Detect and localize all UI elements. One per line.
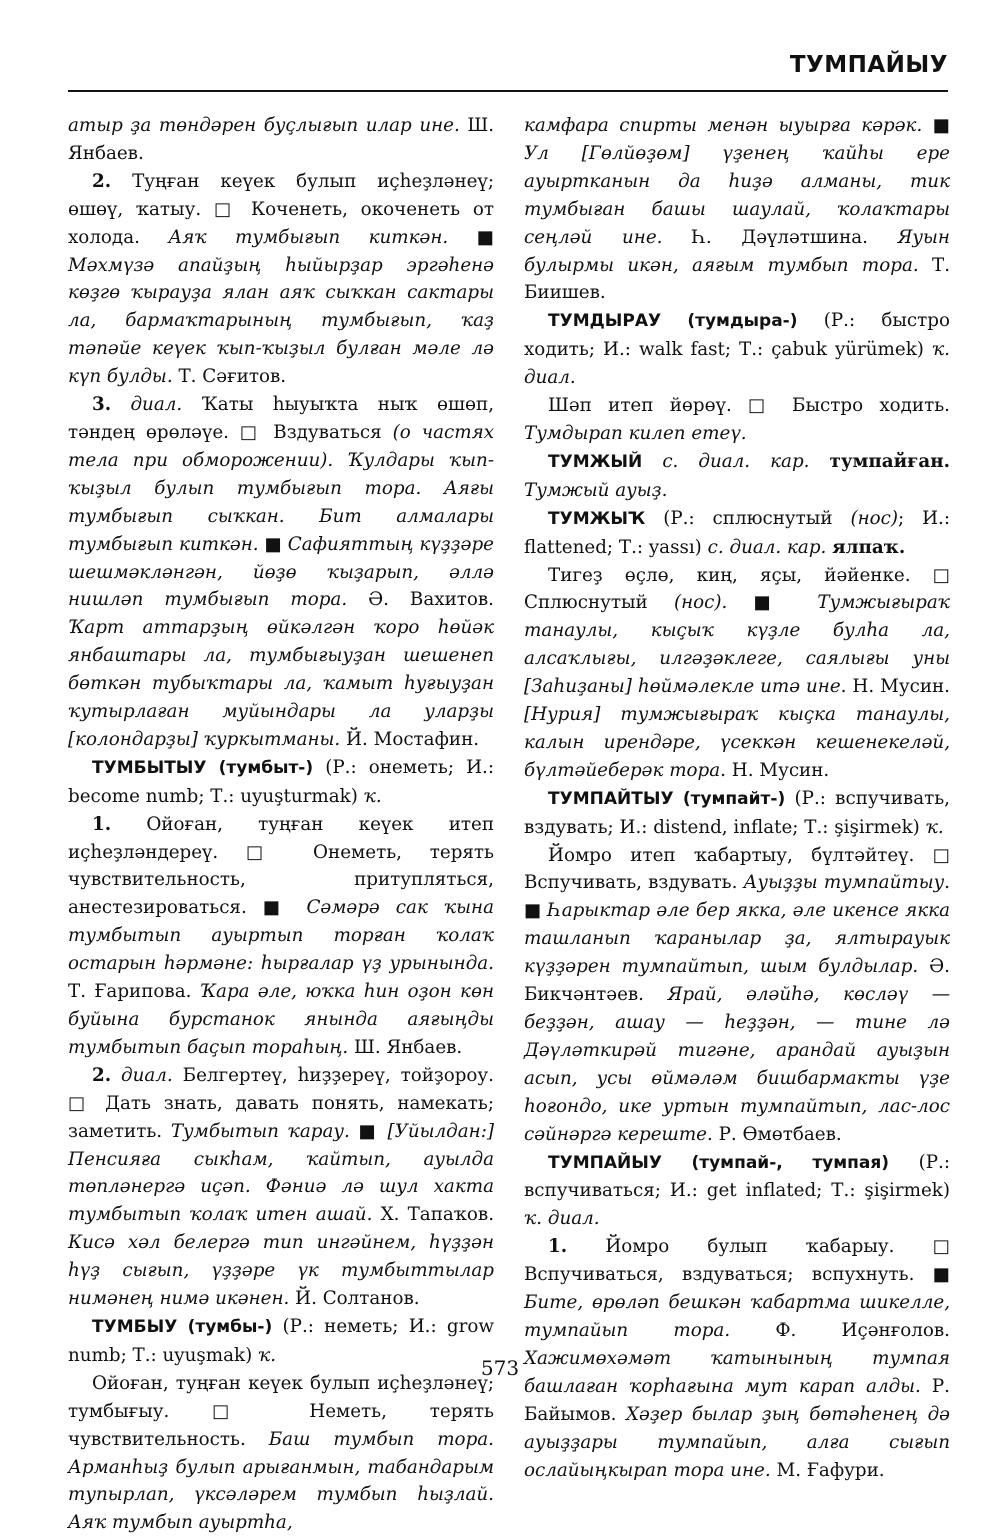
headword-entry: ТУМЖЫЙ с. диал. кар. тумпайған. Тумжый ауыҙ. [524, 450, 950, 501]
entry-paragraph: Шәп итеп йөрөү. □ Быстро ходить. Тумдырап килеп етеү. [524, 395, 950, 444]
running-head-title: ТУМПАЙЫУ [789, 52, 948, 78]
entry-paragraph: 1. Йомро булып ҡабарыу. □ Вспучиваться, вздуваться; вспухнуть. ■ Бите, өрөләп бешкән ҡабартма шикелле, тумпайып тора. Ф. Иҫәнғолов. Хажимөхәмәт ҡатынының тумпая башлаған ҡорһағына мут карап алды. Р. Байымов. Хәҙер былар ҙың бөтәһенең дә ауыҙҙары тумпайып, алға сығып ослайыңкырап тора ине. М. Ғафури. [524, 1236, 950, 1481]
left-column [68, 112, 494, 1537]
entry-paragraph: 3. диал. Ҡаты һыуыҡта ныҡ өшөп, тәндең өрөләүе. □ Вздуваться (о частях тела при обморожении). Ҡулдары ҡып-ҡыҙыл булып тумбығып тора. Аяғы тумбығып сыҡкан. Бит алмалары тумбығып киткән. ■ Сафияттың күҙҙәре шешмәкләнгән, йөҙө ҡыҙарып, әллә нишләп тумбығып тора. Ә. Вахитов. Ҡарт аттарҙың өйкәлгән ҡоро һөйәк янбаштары ла, тумбығыуҙан шешенеп бөткән тубыҡтары ла, ҡамыт һуғыуҙан ҡутырлаған муйындары ла уларҙы [колондарҙы] ҡуркытманы. Й. Мостафин. [68, 394, 495, 750]
entry-paragraph: атыр ҙа төндәрен буҫлығып илар ине. Ш. Янбаев. [68, 115, 495, 164]
right-column [524, 112, 950, 1484]
headword-entry: ТУМПАЙЫУ (тумпай-, тумпая) (Р.: вспучиваться; И.: get inflated; Т.: şişirmek) ҡ. диал. [524, 1151, 950, 1230]
page-number: 573 [480, 1356, 520, 1380]
entry-paragraph: Тигеҙ өҫлө, киң, яҫы, йәйенке. □ Сплюснутый (нос). ■ Тумжығыраҡ танаулы, кыҫыҡ күҙле булһа ла, алсаҡлығы, илгәҙәклеге, саялығы уны [Заһиҙаны] һөймәлекле итә ине. Н. Мусин. [Нурия] тумжығыраҡ кыҫка танаулы, калын ирендәре, үсеккән кешенекеләй, бүлтәйеберәк тора. Н. Мусин. [524, 564, 950, 781]
headword-entry: ТУМБЫТЫУ (тумбыт-) (Р.: онеметь; И.: become numb; Т.: uyuşturmak) ҡ. [68, 756, 494, 807]
running-header [68, 50, 948, 92]
entry-paragraph: Ойоған, туңған кеүек булып иҫһеҙләнеү; тумбығыу. □ Неметь, терять чувствительность. Баш тумбып тора. Арманһыҙ булып арығанмын, табандарым тупырлап, үксәләрем тумбып һыҙлай. Аяҡ тумбып ауыртһа, [68, 1372, 494, 1534]
headword-entry: ТУМЖЫҠ (Р.: сплюснутый (нос); И.: flattened; Т.: yassı) с. диал. кар. ялпаҡ. [524, 507, 950, 558]
headword-entry: ТУМДЫРАУ (тумдыра-) (Р.: быстро ходить; И.: walk fast; Т.: çabuk yürümek) ҡ. диал. [524, 310, 950, 389]
entry-paragraph: 2. Туңған кеүек булып иҫһеҙләнеү; өшөү, ҡатыу. □ Коченеть, окоченеть от холода. Аяҡ тумбығып киткән. ■ Мәхмүзә апайҙың һыйырҙар эргәһенә көҙгө ҡырауҙа ялан аяҡ сыҡкан сактары ла, бармаҡтарының тумбығып, ҡаҙ тәпәйе кеүек ҡып-ҡыҙыл булған мәле лә күп булды. Т. Сәғитов. [68, 170, 494, 388]
headword-entry: ТУМПАЙТЫУ (тумпайт-) (Р.: вспучивать, вздувать; И.: distend, inflate; Т.: şişirmek) ҡ. [524, 787, 950, 838]
entry-paragraph: камфара спирты менән ыуырға кәрәк. ■ Ул [Гөлйөҙөм] үҙенең ҡайһы ере ауыртканын да һиҙә алманы, тик тумбыған башы шаулай, ҡолаҡтары сеңләй ине. Һ. Дәүләтшина. Яуын булырмы икән, аяғым тумбып тора. Т. Биишев. [524, 115, 950, 304]
entry-paragraph: Йомро итеп ҡабартыу, бүлтәйтеү. □ Вспучивать, вздувать. Ауыҙҙы тумпайтыу. ■ Һарыктар әле бер якка, әле икенсе якка ташланып ҡаранылар ҙа, ялтырауык күҙҙәрен тумпайтып, шым булдылар. Ә. Бикчәнтәев. Ярай, әләйһә, көсләү — беҙҙән, ашау — һеҙҙән, — тине лә Дәүләткирәй тигәне, арандай ауыҙын асып, усы өймәләм бишбармакты үҙе һоғондо, ике уртын тумпайтып, лас-лос сәйнәргә кереште. Р. Өмөтбаев. [524, 844, 951, 1145]
headword-entry: ТУМБЫУ (тумбы-) (Р.: неметь; И.: grow numb; Т.: uyuşmak) ҡ. [68, 1315, 494, 1366]
entry-paragraph: 2. диал. Белгертеү, һиҙҙереү, тойҙороу. □ Дать знать, давать понять, намекать; заметить. Тумбытып ҡарау. ■ [Уйылдан:] Пенсияға сыкһам, ҡайтып, ауылда төпләнергә иҫәп. Фәниә лә шул хакта тумбытып ҡолаҡ итен ашай. Х. Тапаҡов. Кисә хәл белергә тип ингәйнем, һүҙҙән һүҙ сығып, үҙҙәре үк тумбыттылар нимәнең нимә икәнен. Й. Солтанов. [68, 1064, 495, 1310]
entry-paragraph: 1. Ойоған, туңған кеүек итеп иҫһеҙләндереү. □ Онеметь, терять чувствительность, притупляться, анестезироваться. ■ Сәмәрә сак ҡына тумбытып ауыртып торған ҡолаҡ остарын һәрмәне: һырғалар үҙ урынында. Т. Ғарипова. Ҡара әле, юҡка һин оҙон көн буйына бурстанок янында аяғыңды тумбытып баҫып тораһың. Ш. Янбаев. [68, 813, 494, 1058]
